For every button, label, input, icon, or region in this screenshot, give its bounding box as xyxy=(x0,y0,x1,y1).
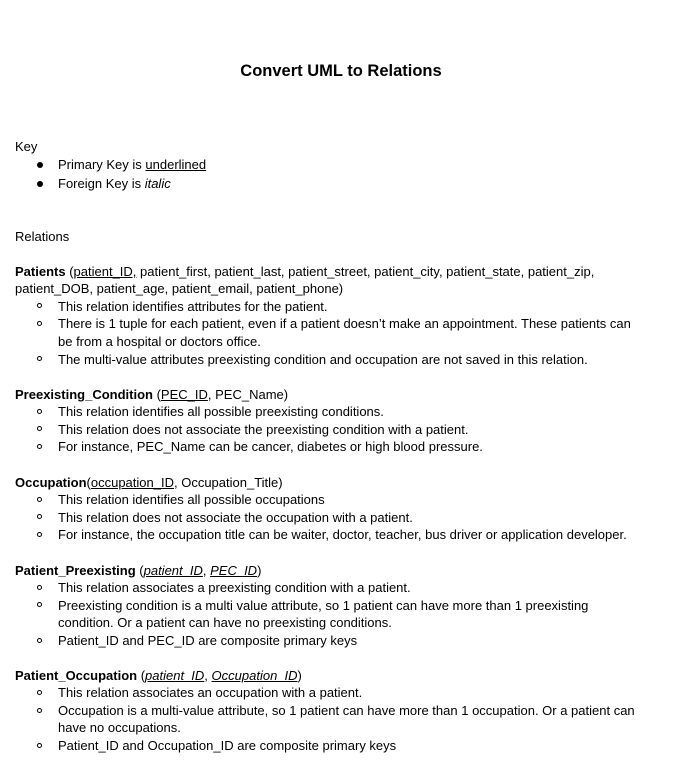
preexisting-relation-line xyxy=(15,386,288,403)
bullet-circle xyxy=(37,497,42,502)
patient-occupation-key-2: Occupation_ID xyxy=(211,668,298,683)
patients-relation-line1 xyxy=(15,263,594,280)
paren-open: ( xyxy=(137,668,146,683)
paren-open: ( xyxy=(135,563,144,578)
bullet-circle xyxy=(37,321,42,326)
bullet-circle xyxy=(37,708,42,713)
patients-note-3: The multi-value attributes preexisting condition and occupation are not saved in this relation. xyxy=(58,352,588,367)
patients-primary-key: patient_ID, xyxy=(73,264,137,279)
paren-close: ) xyxy=(297,668,302,683)
occupation-relation-line xyxy=(15,474,283,491)
key-primary-example: underlined xyxy=(145,157,207,172)
separator: , xyxy=(202,563,211,578)
occupation-primary-key: occupation_ID xyxy=(90,475,174,490)
separator: , xyxy=(204,668,212,683)
preexisting-relation-name: Preexisting_Condition xyxy=(15,387,153,402)
patients-relation-name: Patients xyxy=(15,264,66,279)
preexisting-note-1: This relation identifies all possible preexisting conditions. xyxy=(58,404,384,419)
occupation-note-3: For instance, the occupation title can be waiter, doctor, teacher, bus driver or application developer. xyxy=(58,527,627,542)
patient-preexisting-note-3: Patient_ID and PEC_ID are composite primary keys xyxy=(58,633,358,648)
patient-occupation-note-1: This relation associates an occupation with a patient. xyxy=(58,685,363,700)
bullet-circle xyxy=(37,356,42,361)
paren-open: ( xyxy=(65,264,74,279)
preexisting-primary-key: PEC_ID xyxy=(160,387,208,402)
patient-preexisting-relation-line xyxy=(15,562,261,579)
key-primary-text: Primary Key is xyxy=(58,157,146,172)
occupation-note-2: This relation does not associate the occupation with a patient. xyxy=(58,510,413,525)
patient-preexisting-key-1: patient_ID xyxy=(143,563,203,578)
page-title: Convert UML to Relations xyxy=(240,62,442,80)
bullet-circle xyxy=(37,303,42,308)
occupation-relation-name: Occupation xyxy=(15,475,87,490)
patient-preexisting-note-2-cont: condition. Or a patient can have no preexisting conditions. xyxy=(58,615,392,630)
paren-close: ) xyxy=(257,563,262,578)
relations-heading: Relations xyxy=(15,229,70,244)
bullet-dot xyxy=(37,162,43,168)
patients-attributes: patient_first, patient_last, patient_street, patient_city, patient_state, patient_zip, xyxy=(136,264,595,279)
patient-preexisting-key-2: PEC_ID xyxy=(210,563,258,578)
patient-occupation-note-2-cont: have no occupations. xyxy=(58,720,181,735)
patient-occupation-note-2: Occupation is a multi-value attribute, so 1 patient can have more than 1 occupation. Or a patient can xyxy=(58,703,635,718)
patient-occupation-note-3: Patient_ID and Occupation_ID are composite primary keys xyxy=(58,738,397,753)
bullet-dot xyxy=(37,181,43,187)
bullet-circle xyxy=(37,426,42,431)
bullet-circle xyxy=(37,690,42,695)
patient-occupation-relation-line xyxy=(15,667,302,684)
key-heading: Key xyxy=(15,139,38,154)
key-foreign-item xyxy=(58,175,171,192)
patients-note-2-cont: be from a hospital or doctors office. xyxy=(58,334,261,349)
bullet-circle xyxy=(37,585,42,590)
bullet-circle xyxy=(37,444,42,449)
paren-open: ( xyxy=(86,475,91,490)
paren-open: ( xyxy=(152,387,161,402)
patient-preexisting-relation-name: Patient_Preexisting xyxy=(15,563,136,578)
patients-relation-line2: patient_DOB, patient_age, patient_email, patient_phone) xyxy=(15,281,344,296)
occupation-note-1: This relation identifies all possible occupations xyxy=(58,492,325,507)
bullet-circle xyxy=(37,638,42,643)
patients-note-1: This relation identifies attributes for the patient. xyxy=(58,299,328,314)
preexisting-attributes: , PEC_Name) xyxy=(207,387,289,402)
key-primary-item xyxy=(58,156,206,173)
bullet-circle xyxy=(37,409,42,414)
bullet-circle xyxy=(37,532,42,537)
patient-occupation-key-1: patient_ID xyxy=(145,668,205,683)
key-foreign-text: Foreign Key is xyxy=(58,176,145,191)
patients-note-2: There is 1 tuple for each patient, even if a patient doesn’t make an appointment. These patients can xyxy=(58,316,631,331)
bullet-circle xyxy=(37,602,42,607)
preexisting-note-3: For instance, PEC_Name can be cancer, diabetes or high blood pressure. xyxy=(58,439,483,454)
bullet-circle xyxy=(37,743,42,748)
occupation-attributes: , Occupation_Title) xyxy=(173,475,283,490)
key-foreign-example: italic xyxy=(144,176,171,191)
patient-occupation-relation-name: Patient_Occupation xyxy=(15,668,138,683)
patient-preexisting-note-2: Preexisting condition is a multi value attribute, so 1 patient can have more than 1 preexisting xyxy=(58,598,589,613)
bullet-circle xyxy=(37,514,42,519)
patient-preexisting-note-1: This relation associates a preexisting condition with a patient. xyxy=(58,580,411,595)
preexisting-note-2: This relation does not associate the preexisting condition with a patient. xyxy=(58,422,469,437)
